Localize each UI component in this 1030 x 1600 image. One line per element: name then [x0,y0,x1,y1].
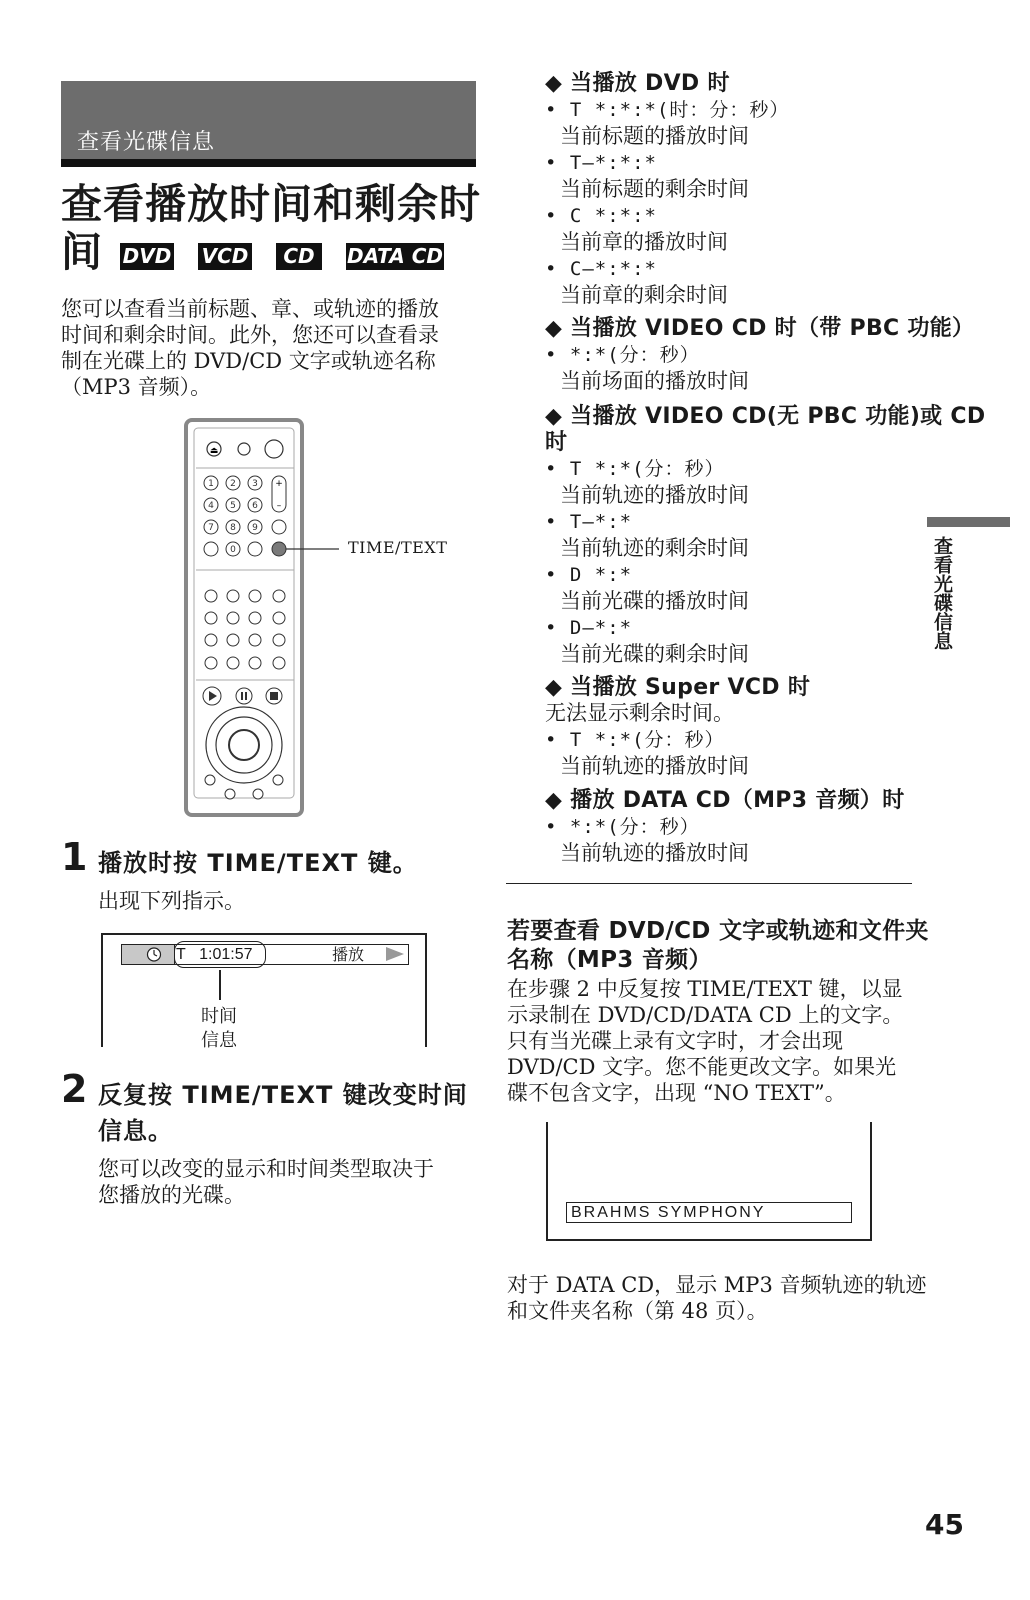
body-line: 示录制在 DVD/CD/DATA CD 上的文字。 [507,1003,904,1027]
text-section-heading: 名称（MP3 音频） [507,947,712,973]
text-section-heading: 若要查看 DVD/CD 文字或轨迹和文件夹 [507,918,929,944]
step-title: 反复按 TIME/TEXT 键改变时间 [98,1081,468,1109]
side-tab-bar [927,517,1010,527]
key-label: 6 [252,501,258,511]
key-label: 4 [208,501,214,511]
time-desc: 当前轨迹的播放时间 [560,754,749,778]
intro-line: 制在光碟上的 DVD/CD 文字或轨迹名称 [61,349,436,373]
display-bar [121,944,409,965]
text-display-bar [566,1202,852,1223]
time-desc: 当前标题的剩余时间 [560,177,749,201]
time-desc: 当前轨迹的剩余时间 [560,536,749,560]
time-readout [176,945,253,964]
intro-line: 时间和剩余时间。此外，您还可以查看录 [61,323,439,347]
time-desc: 当前光碟的剩余时间 [560,642,749,666]
time-code: • D–*:* [545,617,633,639]
time-code: • C–*:*:* [545,258,657,280]
intro-line: 您可以查看当前标题、章、或轨迹的播放 [61,297,439,321]
disc-text-value: BRAHMS SYMPHONY [571,1204,766,1221]
svg-text:–: – [276,501,282,511]
time-desc: 当前轨迹的播放时间 [560,841,749,865]
subheading: 时 [545,430,568,455]
step-title: 播放时按 TIME/TEXT 键。 [98,849,418,877]
svg-text:+: + [275,479,283,489]
time-text-callout: TIME/TEXT [348,538,448,557]
step-title: 信息。 [98,1117,173,1145]
body-line: DVD/CD 文字。您不能更改文字。如果光 [507,1055,897,1079]
time-desc: 当前章的播放时间 [560,230,728,254]
time-display-example [101,933,427,1051]
time-value: 1:01:57 [199,946,253,963]
time-desc: 当前光碟的播放时间 [560,589,749,613]
body-line: 只有当光碟上录有文字时，才会出现 [507,1029,843,1053]
section-band [61,81,476,159]
time-code: • C *:*:* [545,205,657,227]
time-desc: 当前场面的播放时间 [560,369,749,393]
key-label: 3 [252,479,258,489]
footer-note: 和文件夹名称（第 48 页）。 [507,1299,768,1323]
time-code: • *:*(分：秒） [545,816,700,838]
svg-text:⏏: ⏏ [209,446,219,456]
clock-icon [122,945,174,964]
play-icon [386,947,404,961]
key-label: 9 [252,523,258,533]
section-divider [506,883,912,884]
play-status-label: 播放 [332,945,365,964]
time-desc: 当前轨迹的播放时间 [560,483,749,507]
page-number: 45 [925,1508,964,1541]
time-code: • T–*:* [545,511,633,533]
key-label: 5 [230,501,236,511]
key-label: 1 [208,479,214,489]
time-desc: 当前章的剩余时间 [560,283,728,307]
dvd-badge: DVD [120,243,174,270]
time-code: • *:*(分：秒） [545,344,700,366]
page-title-line-1: 查看播放时间和剩余时 [61,180,481,228]
body-line: 在步骤 2 中反复按 TIME/TEXT 键，以显 [507,977,903,1001]
note-text: 无法显示剩余时间。 [545,701,734,725]
callout-leader [219,970,221,1000]
intro-line: （MP3 音频）。 [61,375,212,399]
subheading: ◆ 当播放 VIDEO CD(无 PBC 功能)或 CD [545,404,986,429]
step-text: 您可以改变的显示和时间类型取决于 [98,1157,434,1181]
data-cd-badge: DATA CD [347,244,443,268]
time-desc: 当前标题的播放时间 [560,124,749,148]
footer-note: 对于 DATA CD，显示 MP3 音频轨迹的轨迹 [507,1273,927,1297]
cd-badge: CD [276,243,322,270]
time-code: • D *:* [545,564,633,586]
subheading: ◆ 当播放 VIDEO CD 时（带 PBC 功能） [545,316,975,341]
display-caption: 信息 [201,1030,237,1051]
subheading: ◆ 当播放 Super VCD 时 [545,675,811,700]
time-code: • T–*:*:* [545,152,657,174]
key-label: 0 [230,545,236,555]
time-prefix: T [176,946,186,963]
time-code: • T *:*:*(时：分：秒） [545,99,790,121]
text-display-example [546,1122,872,1241]
page-title-line-2: 间 [61,228,102,276]
display-caption: 时间 [201,1006,237,1027]
subheading: ◆ 播放 DATA CD（MP3 音频）时 [545,788,905,813]
step-number: 2 [61,1067,88,1111]
vcd-badge: VCD [198,243,252,270]
step-text: 您播放的光碟。 [98,1183,245,1207]
key-label: 8 [230,523,236,533]
step-text: 出现下列指示。 [98,889,245,913]
time-code: • T *:*(分：秒） [545,729,725,751]
side-tab-label: 查看光碟信息 [931,536,953,650]
clock-icon-cell [122,945,175,964]
time-code: • T *:*(分：秒） [545,458,725,480]
section-rule [61,159,476,167]
remote-control-illustration [184,418,354,818]
section-label: 查看光碟信息 [77,130,216,155]
body-line: 碟不包含文字，出现 “NO TEXT”。 [507,1081,846,1105]
key-label: 2 [230,479,236,489]
subheading: ◆ 当播放 DVD 时 [545,71,730,96]
step-number: 1 [61,835,88,879]
key-label: 7 [208,523,214,533]
